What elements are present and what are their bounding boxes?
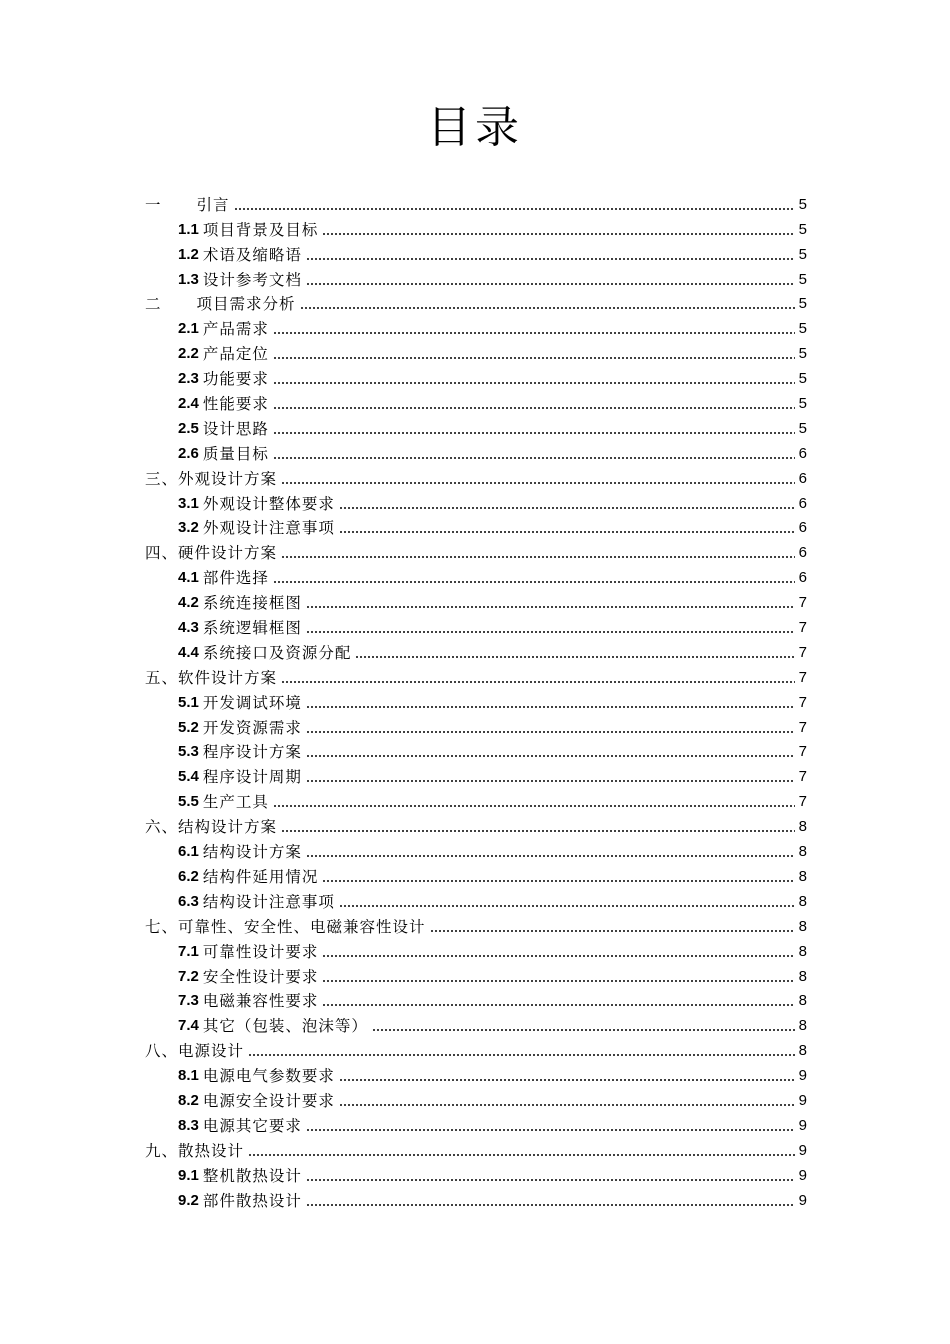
toc-page-number: 8 xyxy=(798,942,807,960)
toc-page-number: 7 xyxy=(798,793,807,811)
toc-page-number: 5 xyxy=(798,220,807,238)
toc-entry[interactable] xyxy=(145,290,807,315)
toc-dot-leader xyxy=(306,855,795,857)
toc-dot-leader xyxy=(273,382,795,384)
toc-page-number: 6 xyxy=(798,544,807,562)
toc-entry[interactable] xyxy=(145,762,807,787)
toc-entry-number: 1.3 xyxy=(178,270,199,288)
toc-dot-leader xyxy=(248,1154,795,1156)
toc-entry[interactable] xyxy=(145,937,807,962)
toc-page-number: 6 xyxy=(798,569,807,587)
toc-entry-label: 结构设计方案 xyxy=(202,843,302,862)
toc-entry-label: 外观设计整体要求 xyxy=(202,494,335,513)
toc-dot-leader xyxy=(273,805,795,807)
toc-page-number: 8 xyxy=(798,967,807,985)
toc-entry-number: 2.4 xyxy=(178,395,199,413)
toc-entry-label: 外观设计方案 xyxy=(178,469,278,488)
toc-dot-leader xyxy=(273,407,795,409)
toc-entry-number: 五、 xyxy=(145,668,179,687)
toc-dot-leader xyxy=(306,606,795,608)
toc-dot-leader xyxy=(306,1204,795,1206)
toc-entry-label: 程序设计周期 xyxy=(202,768,302,787)
toc-entry[interactable] xyxy=(145,489,807,514)
toc-page-number: 9 xyxy=(798,1166,807,1184)
toc-entry-label: 系统逻辑框图 xyxy=(202,619,302,638)
toc-entry-number: 4.2 xyxy=(178,594,199,612)
toc-page-number: 5 xyxy=(798,419,807,437)
toc-entry[interactable] xyxy=(145,812,807,837)
toc-page-number: 8 xyxy=(798,1042,807,1060)
toc-entry-number: 6.3 xyxy=(178,892,199,910)
toc-dot-leader xyxy=(300,307,795,309)
toc-entry[interactable] xyxy=(145,1086,807,1111)
toc-entry-number: 7.3 xyxy=(178,992,199,1010)
toc-entry[interactable] xyxy=(145,912,807,937)
toc-entry-number: 7.4 xyxy=(178,1017,199,1035)
toc-entry-label: 其它（包装、泡沫等） xyxy=(202,1017,368,1036)
toc-page-number: 8 xyxy=(798,992,807,1010)
toc-entry-number: 2.3 xyxy=(178,370,199,388)
toc-entry[interactable] xyxy=(145,339,807,364)
toc-entry-label: 程序设计方案 xyxy=(202,743,302,762)
toc-entry-label: 系统接口及资源分配 xyxy=(202,643,352,662)
toc-page-number: 5 xyxy=(798,370,807,388)
toc-entry-number: 5.1 xyxy=(178,693,199,711)
toc-page-number: 8 xyxy=(798,892,807,910)
toc-entry-number: 3.2 xyxy=(178,519,199,537)
toc-entry-number: 4.1 xyxy=(178,569,199,587)
toc-dot-leader xyxy=(306,731,795,733)
toc-page-number: 9 xyxy=(798,1067,807,1085)
toc-entry-label: 可靠性设计要求 xyxy=(202,942,319,961)
toc-dot-leader xyxy=(248,1054,795,1056)
toc-entry[interactable] xyxy=(145,962,807,987)
toc-entry-number: 8.2 xyxy=(178,1091,199,1109)
toc-entry-number: 7.1 xyxy=(178,942,199,960)
toc-entry[interactable] xyxy=(145,738,807,763)
toc-page-number: 9 xyxy=(798,1091,807,1109)
toc-entry-number: 1.2 xyxy=(178,245,199,263)
toc-entry[interactable] xyxy=(145,1111,807,1136)
toc-page-number: 7 xyxy=(798,768,807,786)
toc-entry-label: 产品需求 xyxy=(202,320,269,339)
toc-entry-number: 3.1 xyxy=(178,494,199,512)
toc-entry-label: 产品定位 xyxy=(202,345,269,364)
toc-dot-leader xyxy=(306,1179,795,1181)
toc-entry-number: 2.6 xyxy=(178,444,199,462)
page-title: 目录 xyxy=(427,102,523,153)
toc-entry[interactable] xyxy=(145,1036,807,1061)
toc-entry[interactable] xyxy=(145,190,807,215)
toc-dot-leader xyxy=(234,208,795,210)
toc-entry-number: 5.2 xyxy=(178,718,199,736)
toc-page-number: 8 xyxy=(798,843,807,861)
toc-dot-leader xyxy=(339,507,795,509)
toc-page-number: 7 xyxy=(798,643,807,661)
toc-entry-label: 可靠性、安全性、电磁兼容性设计 xyxy=(178,917,426,936)
toc-entry-label: 硬件设计方案 xyxy=(178,544,278,563)
toc-dot-leader xyxy=(306,258,795,260)
toc-dot-leader xyxy=(273,581,795,583)
toc-entry[interactable] xyxy=(145,265,807,290)
toc-page-number: 7 xyxy=(798,668,807,686)
toc-dot-leader xyxy=(281,830,795,832)
toc-entry-number: 8.3 xyxy=(178,1116,199,1134)
toc-dot-leader xyxy=(281,556,795,558)
toc-entry-label: 设计参考文档 xyxy=(202,270,302,289)
toc-page-number: 5 xyxy=(798,245,807,263)
toc-entry-label: 结构件延用情况 xyxy=(202,867,319,886)
toc-dot-leader xyxy=(306,283,795,285)
toc-entry[interactable] xyxy=(145,588,807,613)
toc-entry[interactable] xyxy=(145,613,807,638)
toc-entry-label: 开发调试环境 xyxy=(202,693,302,712)
toc-page-number: 6 xyxy=(798,469,807,487)
toc-entry-label: 电源安全设计要求 xyxy=(202,1091,335,1110)
toc-entry-label: 性能要求 xyxy=(202,395,269,414)
toc-entry-number: 一 xyxy=(145,195,161,214)
toc-entry-label: 安全性设计要求 xyxy=(202,967,319,986)
toc-entry[interactable] xyxy=(145,414,807,439)
toc-page-number: 6 xyxy=(798,444,807,462)
toc-page-number: 7 xyxy=(798,743,807,761)
toc-page-number: 6 xyxy=(798,494,807,512)
toc-entry[interactable] xyxy=(145,787,807,812)
toc-entry[interactable] xyxy=(145,563,807,588)
toc-dot-leader xyxy=(339,531,795,533)
toc-entry-label: 电磁兼容性要求 xyxy=(202,992,319,1011)
toc-entry-label: 部件散热设计 xyxy=(202,1191,302,1210)
toc-entry[interactable] xyxy=(145,1136,807,1161)
toc-page-number: 5 xyxy=(798,195,807,213)
toc-entry[interactable] xyxy=(145,364,807,389)
toc-entry[interactable] xyxy=(145,887,807,912)
toc-entry-number: 二 xyxy=(145,295,161,314)
toc-entry-label: 项目背景及目标 xyxy=(202,220,319,239)
toc-entry[interactable] xyxy=(145,663,807,688)
toc-page-number: 8 xyxy=(798,867,807,885)
toc-dot-leader xyxy=(306,1129,795,1131)
toc-entry-number: 5.4 xyxy=(178,768,199,786)
toc-page-number: 9 xyxy=(798,1191,807,1209)
toc-page-number: 7 xyxy=(798,619,807,637)
toc-entry[interactable] xyxy=(145,538,807,563)
toc-entry-number: 9.2 xyxy=(178,1191,199,1209)
toc-entry-number: 四、 xyxy=(145,544,179,563)
toc-entry-number: 5.5 xyxy=(178,793,199,811)
toc-page-number: 5 xyxy=(798,345,807,363)
toc-entry-label: 质量目标 xyxy=(202,444,269,463)
toc-entry[interactable] xyxy=(145,1011,807,1036)
toc-dot-leader xyxy=(273,457,795,459)
toc-entry-label: 结构设计方案 xyxy=(178,818,278,837)
toc-entry[interactable] xyxy=(145,389,807,414)
toc-dot-leader xyxy=(339,1079,795,1081)
toc-page-number: 7 xyxy=(798,693,807,711)
toc-dot-leader xyxy=(322,1004,795,1006)
toc-entry[interactable] xyxy=(145,1186,807,1211)
toc-dot-leader xyxy=(281,681,795,683)
toc-page-number: 5 xyxy=(798,295,807,313)
toc-entry-number: 5.3 xyxy=(178,743,199,761)
toc-entry-label: 软件设计方案 xyxy=(178,668,278,687)
toc-page-number: 8 xyxy=(798,1017,807,1035)
toc-page-number: 7 xyxy=(798,718,807,736)
toc-dot-leader xyxy=(306,706,795,708)
toc-entry[interactable] xyxy=(145,638,807,663)
toc-entry-label: 生产工具 xyxy=(202,793,269,812)
toc-page-number: 9 xyxy=(798,1141,807,1159)
toc-dot-leader xyxy=(273,432,795,434)
toc-entry[interactable] xyxy=(145,1161,807,1186)
toc-entry-label: 系统连接框图 xyxy=(202,594,302,613)
toc-dot-leader xyxy=(322,980,795,982)
toc-dot-leader xyxy=(306,631,795,633)
toc-page-number: 7 xyxy=(798,594,807,612)
toc-dot-leader xyxy=(430,930,795,932)
toc-dot-leader xyxy=(372,1029,795,1031)
toc-entry[interactable] xyxy=(145,464,807,489)
toc-entry[interactable] xyxy=(145,240,807,265)
toc-entry-label: 部件选择 xyxy=(202,569,269,588)
toc-page-number: 5 xyxy=(798,395,807,413)
toc-entry-number: 1.1 xyxy=(178,220,199,238)
toc-entry[interactable] xyxy=(145,314,807,339)
toc-entry-number: 七、 xyxy=(145,917,179,936)
toc-entry[interactable] xyxy=(145,439,807,464)
toc-dot-leader xyxy=(281,482,795,484)
toc-entry-label: 引言 xyxy=(196,195,230,214)
toc-dot-leader xyxy=(306,780,795,782)
toc-entry-number: 2.2 xyxy=(178,345,199,363)
toc-entry-number: 2.5 xyxy=(178,419,199,437)
toc-entry-number: 9.1 xyxy=(178,1166,199,1184)
toc-entry-number: 8.1 xyxy=(178,1067,199,1085)
toc-page-number: 9 xyxy=(798,1116,807,1134)
toc-dot-leader xyxy=(322,955,795,957)
toc-entry-number: 六、 xyxy=(145,818,179,837)
toc-entry[interactable] xyxy=(145,514,807,539)
toc-dot-leader xyxy=(339,905,795,907)
toc-entry-number: 2.1 xyxy=(178,320,199,338)
toc-entry-number: 八、 xyxy=(145,1042,179,1061)
toc-entry[interactable] xyxy=(145,837,807,862)
toc-entry-number: 4.4 xyxy=(178,643,199,661)
toc-page-number: 6 xyxy=(798,519,807,537)
toc-entry[interactable] xyxy=(145,987,807,1012)
toc-entry-number: 6.2 xyxy=(178,867,199,885)
toc-dot-leader xyxy=(306,755,795,757)
toc-page-number: 8 xyxy=(798,917,807,935)
toc-entry-label: 项目需求分析 xyxy=(196,295,296,314)
toc-page-number: 8 xyxy=(798,818,807,836)
toc-dot-leader xyxy=(273,332,795,334)
toc-entry-number: 4.3 xyxy=(178,619,199,637)
toc-dot-leader xyxy=(355,656,795,658)
toc-entry-label: 散热设计 xyxy=(178,1141,245,1160)
toc-dot-leader xyxy=(339,1104,795,1106)
toc-dot-leader xyxy=(322,233,795,235)
toc-entry-label: 结构设计注意事项 xyxy=(202,892,335,911)
toc-entry-label: 电源设计 xyxy=(178,1042,245,1061)
toc-entry[interactable] xyxy=(145,1061,807,1086)
toc-entry[interactable] xyxy=(145,215,807,240)
toc-entry[interactable] xyxy=(145,862,807,887)
toc-entry-label: 电源电气参数要求 xyxy=(202,1067,335,1086)
toc-entry[interactable] xyxy=(145,713,807,738)
toc-entry-number: 三、 xyxy=(145,469,179,488)
toc-dot-leader xyxy=(322,880,795,882)
toc-entry-label: 整机散热设计 xyxy=(202,1166,302,1185)
toc-entry-label: 开发资源需求 xyxy=(202,718,302,737)
toc-entry-number: 7.2 xyxy=(178,967,199,985)
table-of-contents xyxy=(145,190,807,1211)
toc-entry-label: 术语及缩略语 xyxy=(202,245,302,264)
toc-page-number: 5 xyxy=(798,320,807,338)
toc-entry-label: 外观设计注意事项 xyxy=(202,519,335,538)
toc-entry-label: 电源其它要求 xyxy=(202,1116,302,1135)
toc-entry-number: 6.1 xyxy=(178,843,199,861)
toc-page-number: 5 xyxy=(798,270,807,288)
toc-entry-label: 设计思路 xyxy=(202,419,269,438)
toc-entry-label: 功能要求 xyxy=(202,370,269,389)
toc-entry-number: 九、 xyxy=(145,1141,179,1160)
toc-entry[interactable] xyxy=(145,688,807,713)
toc-dot-leader xyxy=(273,357,795,359)
